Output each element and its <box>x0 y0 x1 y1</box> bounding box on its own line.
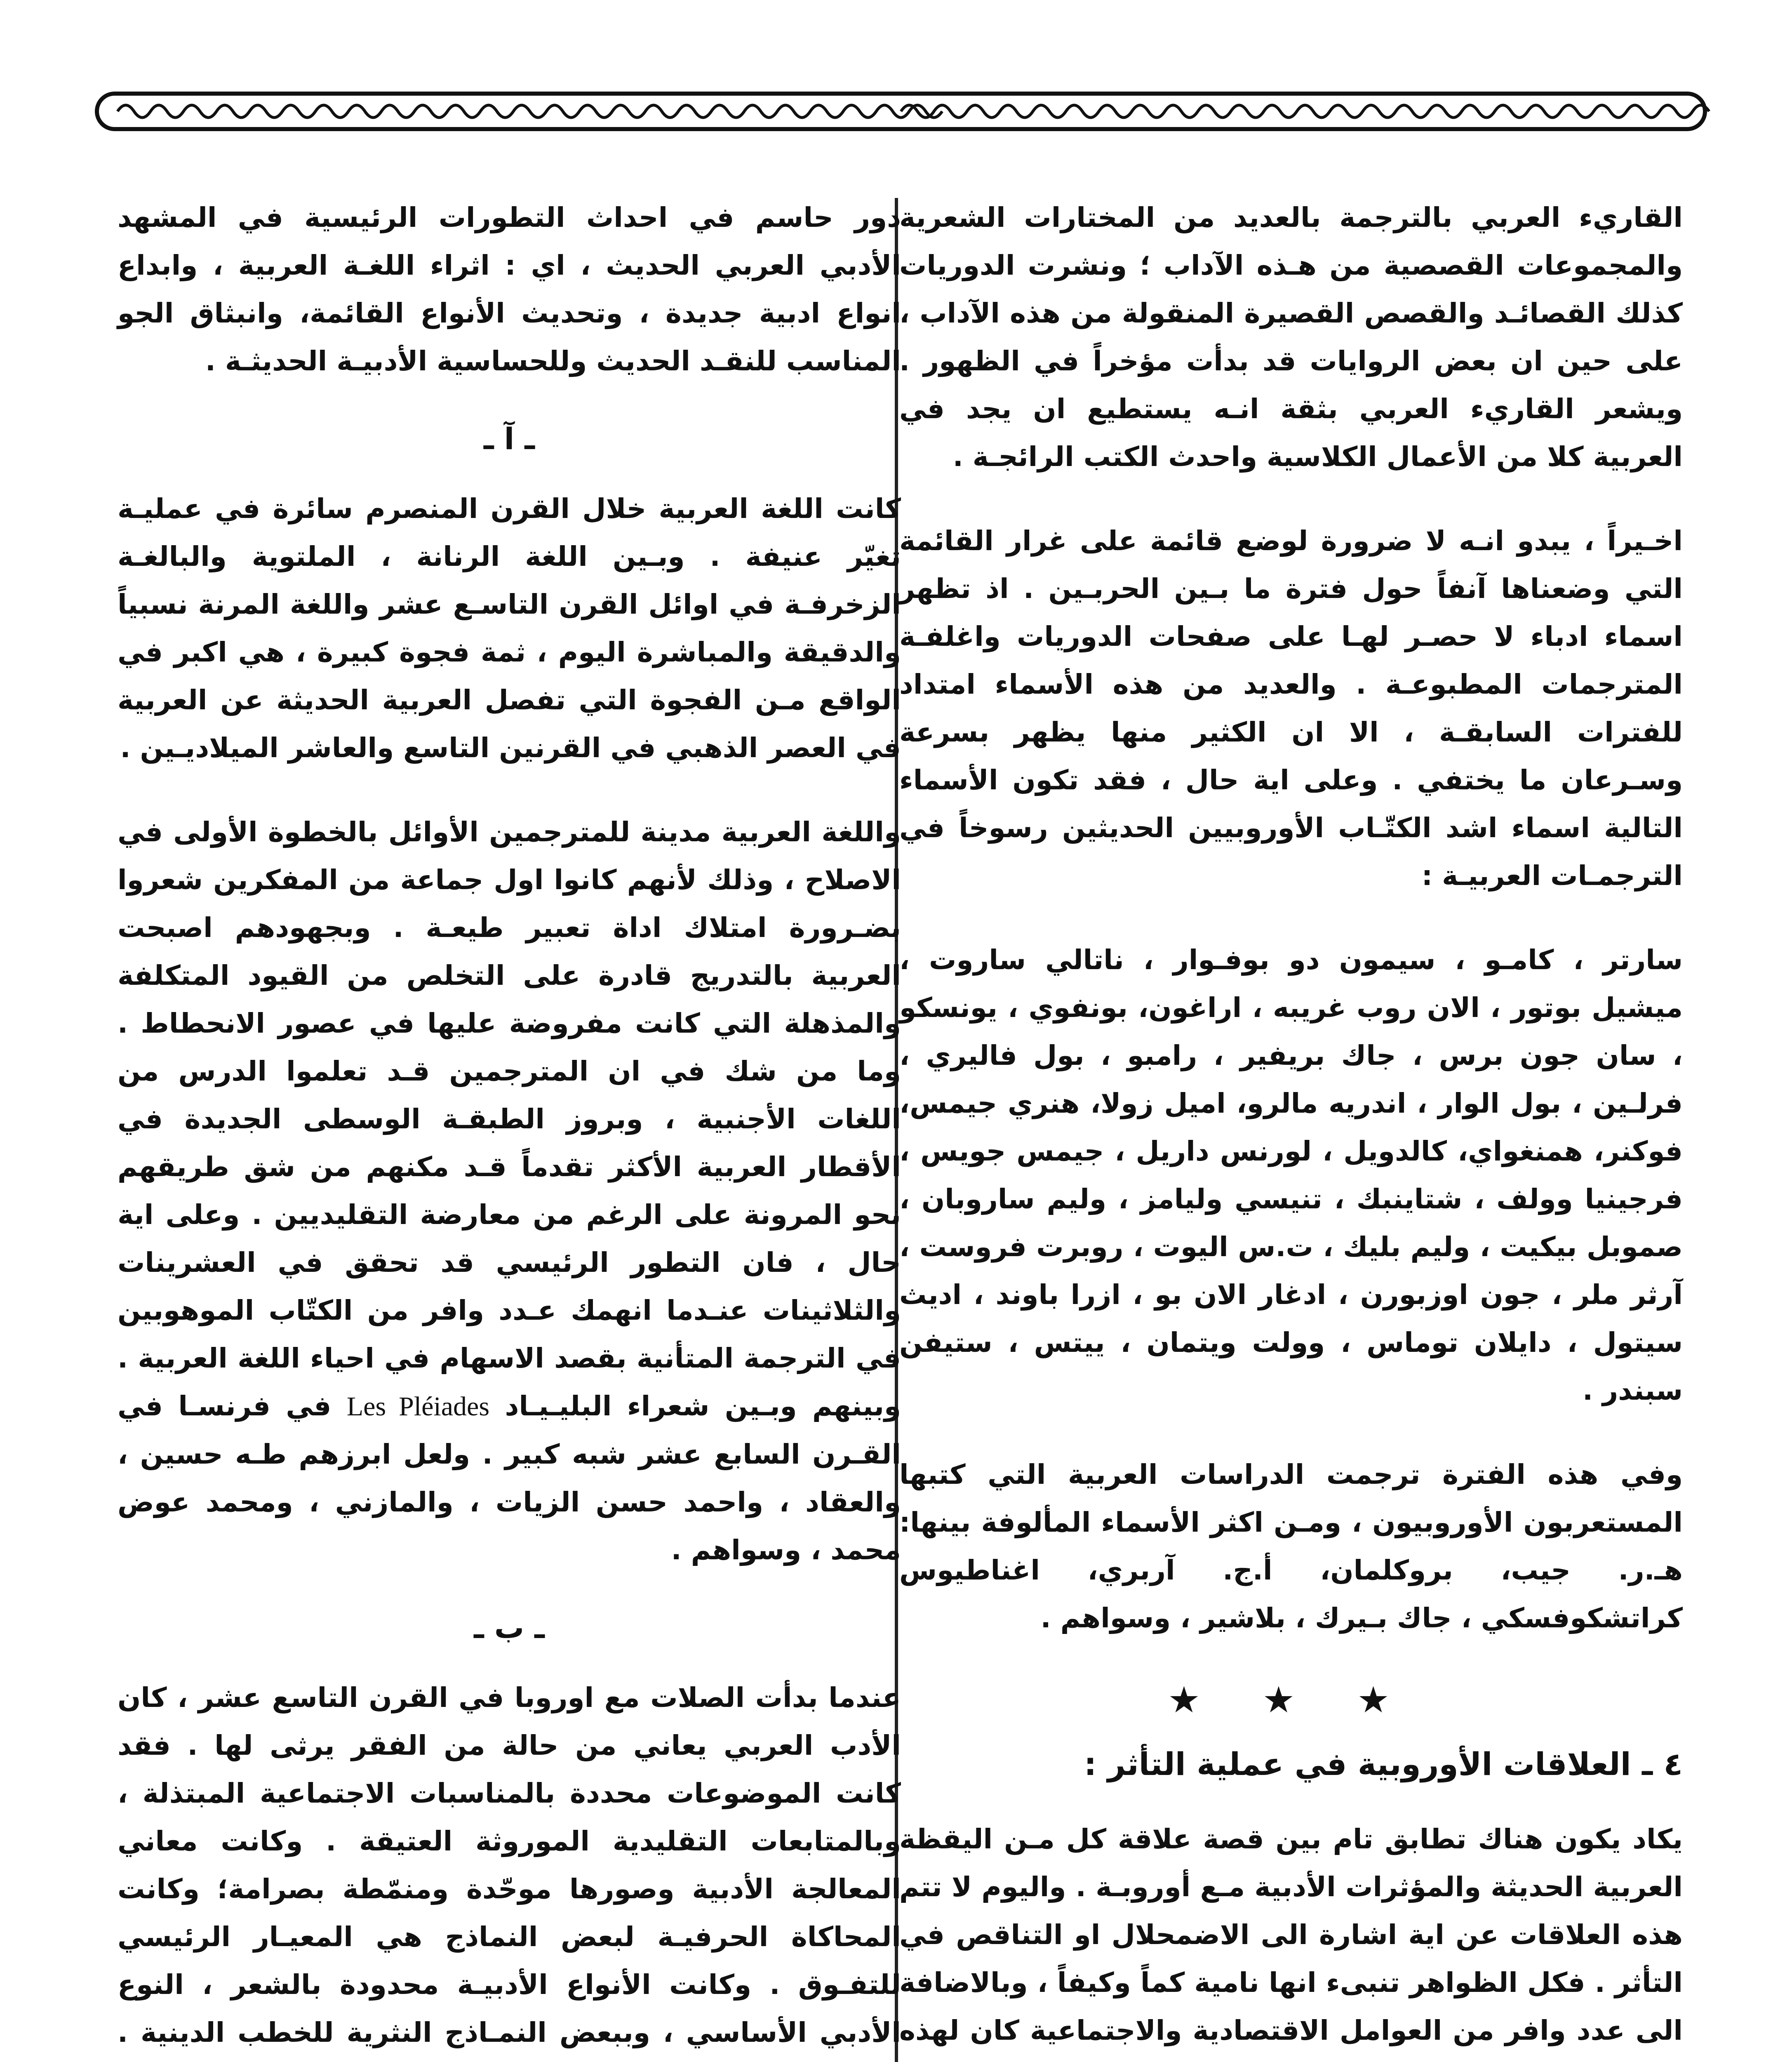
section-divider-stars: ★ ★ ★ <box>1168 1678 1414 1721</box>
paragraph: اخـيراً ، يبدو انـه لا ضرورة لوضع قائمة على غرار القائمة التي وضعناها آنفاً حول فترة ما بـين الحربـين . اذ تظهر اسماء ادباء لا حصـر لهـا على صفحات الدوريات واغلفـة المترجمات المطبوعـة . والعديد من هذه الأسماء امتداد للفترات السابقـة ، الا ان الكثير منها يظهر بسرعة وسـرعان ما يختفي . وعلى اية حال ، فقد تكون الأسماء التالية اسماء اشد الكتّـاب الأوروبيين الحديثين رسوخاً في الترجمـات العربيـة : <box>899 525 1683 892</box>
paragraph: عندما بدأت الصلات مع اوروبا في القرن التاسع عشر ، كان الأدب العربي يعاني من حالة من الفقر يرثى لها . فقد كانت الموضوعات محددة بالمناسبات الاجتماعية المبتذلة ، وبالمتابعات التقليدية الموروثة العتيقة . وكانت معاني المعالجة الأدبية وصورها موحّدة ومنمّطة بصرامة؛ وكانت المحاكاة الحرفيـة لبعض النماذج هي المعيـار الرئيسي للتفـوق . وكانت الأنواع الأدبيـة محدودة بالشعر ، النوع الأدبي الأساسي ، وببعض النمـاذج النثرية للخطب الدينية . <box>118 1682 901 2048</box>
ornamental-top-border <box>93 89 1715 134</box>
paragraph: وفي هذه الفترة ترجمت الدراسات العربية التي كتبها المستعربون الأوروبيون ، ومـن اكثر الأسماء المألوفة بينها: هـ.ر. جيب، بروكلمان، أ.ج. آربري، اغناطيوس كراتشكوفسكي ، جاك بـيرك ، بلاشير ، وسواهم . <box>899 1459 1683 1634</box>
right-column <box>899 194 1683 2062</box>
paragraph: يكاد يكون هناك تطابق تام بين قصة علاقة كل مـن اليقظة العربية الحديثة والمؤثرات الأدبية مـع أوروبـة . واليوم لا تتم هذه العلاقات عن اية اشارة الى الاضمحلال او التناقص في التأثر . فكل الظواهر تنبىء انها نامية كماً وكيفاً ، وبالاضافة الى عدد وافر من العوامل الاقتصادية والاجتماعية كان لهذه <box>899 1823 1683 2046</box>
section-label-b: ـ ب ـ <box>474 1610 545 1645</box>
paragraph-text: في فرنسـا في القـرن السابع عشر شبه كبير . ولعل ابرزهم طـه حسين ، والعقاد ، واحمد حسن الزيات ، والمازني ، ومحمد عوض محمد ، وسواهم . <box>118 1390 901 1566</box>
latin-term: Les Pléiades <box>346 1391 490 1422</box>
section-heading: ٤ ـ العلاقات الأوروبية في عملية التأثر : <box>1084 1746 1683 1782</box>
left-column <box>118 194 901 2062</box>
paragraph: كانت اللغة العربية خلال القرن المنصرم سائرة في عمليـة تغيّر عنيفة . وبـين اللغة الرنانة ، الملتوية والبالغـة الزخرفـة في اوائل القرن التاسـع عشر واللغة المرنة نسبياً والدقيقة والمباشرة اليوم ، ثمة فجوة كبيرة ، هي اكبر في الواقع مـن الفجوة التي تفصل العربية الحديثة عن العربية في العصر الذهبي في القرنين التاسع والعاشر الميلاديـين . <box>118 493 901 764</box>
section-label-a: ـ آ ـ <box>483 421 535 456</box>
paragraph <box>118 808 901 1574</box>
author-list-paragraph: سارتر ، كامـو ، سيمون دو بوفـوار ، ناتالي ساروت ، ميشيل بوتور ، الان روب غريبه ، اراغون، بونفوي ، يونسكو ، سان جون برس ، جاك بريفير ، رامبو ، بول فاليري ، فرلـين ، بول الوار ، اندريه مالرو، اميل زولا، هنري جيمس، فوكنر، همنغواي، كالدويل ، لورنس داريل ، جيمس جويس ، فرجينيا وولف ، شتاينبك ، تنيسي وليامز ، وليم ساروبان ، صموبل بيكيت ، وليم بليك ، ت.س اليوت ، روبرت فروست ، آرثر ملر ، جون اوزبورن ، ادغار الان بو ، ازرا باوند ، اديث سيتول ، دايلان توماس ، وولت ويتمان ، ييتس ، ستيفن سبندر . <box>899 944 1683 1406</box>
paragraph: القاريء العربي بالترجمة بالعديد من المختارات الشعرية والمجموعات القصصية من هـذه الآداب ؛ ونشرت الدوريات كذلك القصائـد والقصص القصيرة المنقولة من هذه الآداب ، على حين ان بعض الروايات قد بدأت مؤخراً في الظهور . ويشعر القاريء العربي بثقة انـه يستطيع ان يجد في العربية كلا من الأعمال الكلاسية واحدث الكتب الرائجـة . <box>899 202 1683 473</box>
paragraph: دور حاسم في احداث التطورات الرئيسية في المشهد الأدبي العربي الحديث ، اي : اثراء اللغـة العربية ، وابداع انواع ادبية جديدة ، وتحديث الأنواع القائمة، وانبثاق الجو المناسب للنقـد الحديث وللحساسية الأدبيـة الحديثـة . <box>118 202 901 377</box>
paragraph-text: واللغة العربية مدينة للمترجمين الأوائل بالخطوة الأولى في الاصلاح ، وذلك لأنهم كانوا اول جماعة من المفكرين شعروا بضـرورة امتلاك اداة تعبير طيعـة . وبجهودهم اصبحت العربية بالتدريج قادرة على التخلص من القيود المتكلفة والمذهلة التي كانت مفروضة عليها في عصور الانحطاط . وما من شك في ان المترجمين قـد تعلموا الدرس من اللغات الأجنبية ، وبروز الطبقـة الوسطى الجديدة في الأقطار العربية الأكثر تقدماً قـد مكنهم من شق طريقهم نحو المرونة على الرغم من معارضة التقليديين . وعلى اية حال ، فان التطور الرئيسي قد تحقق في العشرينات والثلاثينات عنـدما انهمك عـدد وافر من الكتّاب الموهوبين في الترجمة المتأنية بقصد الاسهام في احياء اللغة العربية . وبينهم وبـين شعراء البليـيـاد <box>118 816 901 1422</box>
